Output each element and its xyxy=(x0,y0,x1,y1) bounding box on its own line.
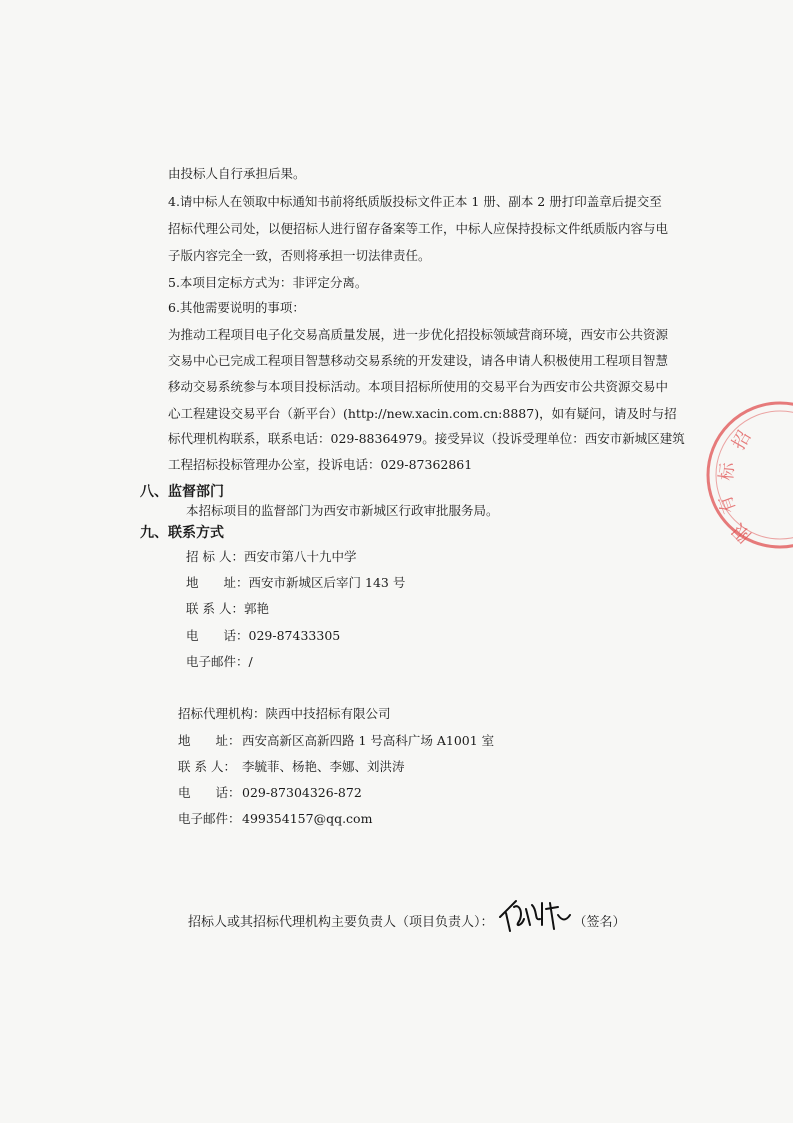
client-value-email: / xyxy=(248,654,253,669)
body-line-6: 6.其他需要说明的事项： xyxy=(168,300,305,315)
body-line-12: 工程招标投标管理办公室，投诉电话：029-87362861 xyxy=(168,457,473,472)
agency-value-phone: 029-87304326-872 xyxy=(242,785,362,800)
agency-row-name xyxy=(178,705,391,723)
body-line-5: 5.本项目定标方式为：非评定分离。 xyxy=(168,275,368,290)
signature-label: 招标人或其招标代理机构主要负责人（项目负责人）： xyxy=(188,915,494,930)
client-value-phone: 029-87433305 xyxy=(248,628,341,643)
section-9-heading: 九、联系方式 xyxy=(140,525,224,541)
client-value-address: 西安市新城区后宰门 143 号 xyxy=(248,575,406,590)
svg-text:限: 限 xyxy=(727,518,756,547)
agency-row-phone xyxy=(178,784,362,802)
handwritten-signature xyxy=(496,895,576,935)
signature-suffix: （签名） xyxy=(573,915,626,930)
svg-text:标: 标 xyxy=(716,461,739,482)
client-row-phone xyxy=(186,627,340,645)
client-label-contact: 联 系 人： xyxy=(186,601,244,616)
client-row-contact xyxy=(186,600,269,618)
section-8-heading: 八、监督部门 xyxy=(140,484,224,500)
body-line-4: 子版内容完全一致，否则将承担一切法律责任。 xyxy=(168,248,431,263)
agency-row-address xyxy=(178,732,494,750)
agency-value-contact: 李毓菲、杨艳、李娜、刘洪涛 xyxy=(242,759,405,774)
client-row-email xyxy=(186,653,253,671)
agency-label-phone: 电 话： xyxy=(178,785,241,800)
agency-label-name: 招标代理机构： xyxy=(178,706,266,721)
body-line-1: 由投标人自行承担后果。 xyxy=(168,166,306,181)
body-line-10: 心工程建设交易平台（新平台）(http://new.xacin.com.cn:8887)，如有疑问，请及时与招 xyxy=(168,406,677,421)
body-line-11: 标代理机构联系，联系电话：029-88364979。接受异议（投诉受理单位：西安市新城区建筑 xyxy=(168,431,685,446)
client-label-name: 招 标 人： xyxy=(186,549,244,564)
agency-row-contact xyxy=(178,758,405,776)
section-8-text: 本招标项目的监督部门为西安市新城区行政审批服务局。 xyxy=(186,503,499,518)
agency-label-address: 地 址： xyxy=(178,733,241,748)
body-line-7: 为推动工程项目电子化交易高质量发展，进一步优化招投标领域营商环境，西安市公共资源 xyxy=(168,327,669,342)
svg-text:招: 招 xyxy=(728,427,756,454)
body-line-2: 4.请中标人在领取中标通知书前将纸质版投标文件正本 1 册、副本 2 册打印盖章后提交至 xyxy=(168,194,662,209)
client-label-phone: 电 话： xyxy=(186,628,249,643)
client-label-email: 电子邮件： xyxy=(186,654,249,669)
client-row-name xyxy=(186,548,356,566)
official-seal-icon xyxy=(700,395,793,555)
agency-value-address: 西安高新区高新四路 1 号高科广场 A1001 室 xyxy=(242,733,495,748)
agency-value-name: 陕西中技招标有限公司 xyxy=(265,706,391,721)
agency-row-email xyxy=(178,810,372,828)
client-row-address xyxy=(186,574,405,592)
agency-label-contact: 联 系 人： xyxy=(178,759,236,774)
agency-label-email: 电子邮件： xyxy=(178,811,241,826)
body-line-3: 招标代理公司处，以便招标人进行留存备案等工作，中标人应保持投标文件纸质版内容与电 xyxy=(168,221,669,236)
client-value-contact: 郭艳 xyxy=(243,601,269,616)
client-label-address: 地 址： xyxy=(186,575,249,590)
body-line-8: 交易中心已完成工程项目智慧移动交易系统的开发建设，请各申请人积极使用工程项目智慧 xyxy=(168,353,669,368)
client-value-name: 西安市第八十九中学 xyxy=(243,549,357,564)
agency-value-email: 499354157@qq.com xyxy=(242,811,373,826)
svg-text:有: 有 xyxy=(714,492,741,517)
body-line-9: 移动交易系统参与本项目投标活动。本项目招标所使用的交易平台为西安市公共资源交易中 xyxy=(168,379,669,394)
